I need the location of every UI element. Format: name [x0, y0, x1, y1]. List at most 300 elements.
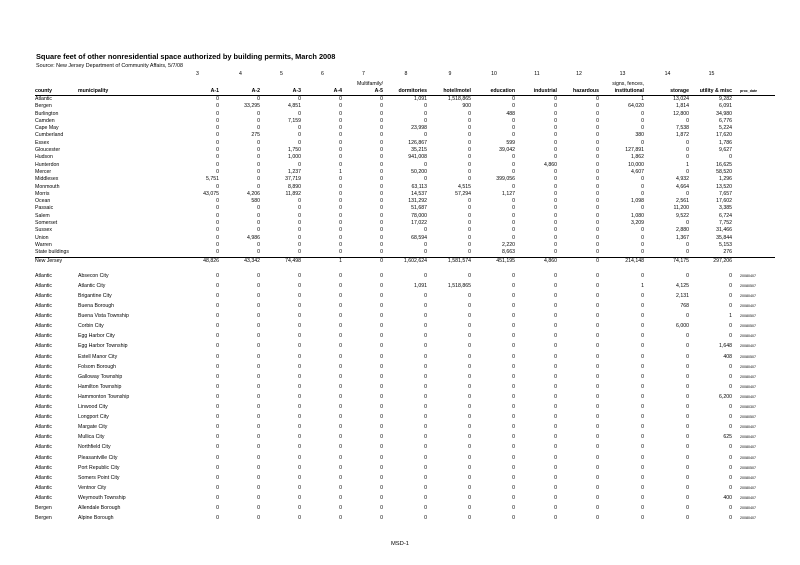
value-cell: 0	[216, 323, 219, 330]
value-cell: 37,719	[285, 176, 301, 183]
county-name: Atlantic	[35, 424, 53, 431]
value-cell: 0	[641, 293, 644, 300]
value-cell: 0	[596, 132, 599, 139]
total-value: 1	[303, 257, 344, 265]
value-cell: 0	[641, 125, 644, 132]
value-cell: 0	[729, 464, 732, 471]
value-cell: 0	[512, 183, 515, 190]
total-value: 1,581,574	[429, 257, 473, 265]
county-name: Hunterdon	[35, 161, 60, 168]
value-cell: 0	[298, 494, 301, 501]
value-cell: 0	[554, 474, 557, 481]
value-cell: 0	[596, 139, 599, 146]
proc-date: 20080407	[740, 455, 756, 460]
value-cell: 0	[468, 205, 471, 212]
value-cell: 0	[468, 132, 471, 139]
value-cell: 0	[216, 249, 219, 256]
value-cell: 31,466	[716, 227, 732, 234]
value-cell: 0	[257, 227, 260, 234]
blank-cell	[734, 125, 775, 132]
value-cell: 1,648	[719, 343, 732, 350]
value-cell: 0	[641, 272, 644, 279]
value-cell: 0	[216, 117, 219, 124]
value-cell: 0	[512, 205, 515, 212]
header-row	[35, 88, 775, 96]
blank-cell	[734, 132, 775, 139]
municipality-row	[35, 382, 775, 392]
value-cell: 0	[216, 198, 219, 205]
value-cell: 0	[468, 249, 471, 256]
value-cell: 0	[554, 96, 557, 102]
value-cell: 0	[257, 454, 260, 461]
county-name: Somerset	[35, 220, 58, 227]
value-cell: 0	[686, 464, 689, 471]
value-cell: 58,520	[716, 168, 732, 175]
value-cell: 0	[257, 464, 260, 471]
blank-cell	[78, 220, 176, 227]
value-cell: 0	[380, 147, 383, 154]
value-cell: 0	[596, 154, 599, 161]
header-top-cell	[646, 78, 691, 88]
value-cell: 0	[380, 323, 383, 330]
value-cell: 0	[380, 96, 383, 102]
value-cell: 0	[257, 353, 260, 360]
value-cell: 6,724	[719, 212, 732, 219]
county-row	[35, 176, 775, 183]
value-cell: 0	[512, 282, 515, 289]
value-cell: 0	[468, 464, 471, 471]
value-cell: 0	[468, 454, 471, 461]
value-cell: 0	[596, 198, 599, 205]
blank-cell	[78, 198, 176, 205]
county-name: Hudson	[35, 154, 53, 161]
county-name: Morris	[35, 190, 50, 197]
column-header: hotel/motel	[429, 88, 473, 96]
value-cell: 0	[512, 234, 515, 241]
value-cell: 0	[596, 125, 599, 132]
blank-cell	[35, 70, 78, 78]
blank-cell	[78, 70, 176, 78]
value-cell: 39,042	[499, 147, 515, 154]
county-name: Bergen	[35, 515, 52, 522]
value-cell: 0	[216, 103, 219, 110]
blank-cell	[78, 242, 176, 249]
value-cell: 0	[554, 363, 557, 370]
value-cell: 0	[512, 132, 515, 139]
value-cell: 0	[596, 234, 599, 241]
value-cell: 0	[729, 454, 732, 461]
value-cell: 3,385	[719, 205, 732, 212]
value-cell: 0	[380, 241, 383, 248]
value-cell: 0	[216, 363, 219, 370]
value-cell: 0	[339, 198, 342, 205]
value-cell: 0	[298, 110, 301, 117]
value-cell: 408	[723, 353, 732, 360]
value-cell: 0	[512, 96, 515, 102]
column-header: proc_date	[734, 88, 775, 96]
value-cell: 0	[339, 333, 342, 340]
value-cell: 0	[554, 241, 557, 248]
value-cell: 0	[596, 212, 599, 219]
value-cell: 1,098	[631, 198, 644, 205]
county-name: Camden	[35, 117, 55, 124]
value-cell: 0	[554, 249, 557, 256]
value-cell: 0	[641, 484, 644, 491]
value-cell: 0	[468, 434, 471, 441]
value-cell: 0	[554, 272, 557, 279]
county-row	[35, 227, 775, 234]
value-cell: 0	[216, 343, 219, 350]
value-cell: 0	[729, 474, 732, 481]
value-cell: 0	[380, 424, 383, 431]
municipality-row	[35, 281, 775, 291]
value-cell: 0	[554, 333, 557, 340]
value-cell: 4,851	[288, 103, 301, 110]
header-top-row	[35, 78, 775, 88]
header-top-cell	[429, 78, 473, 88]
value-cell: 0	[339, 154, 342, 161]
value-cell: 0	[380, 293, 383, 300]
value-cell: 0	[380, 414, 383, 421]
total-value: 451,195	[473, 257, 517, 265]
value-cell: 0	[298, 96, 301, 102]
municipality-row	[35, 463, 775, 473]
value-cell: 0	[596, 220, 599, 227]
value-cell: 0	[468, 220, 471, 227]
value-cell: 0	[380, 333, 383, 340]
value-cell: 1,814	[676, 103, 689, 110]
municipality-row	[35, 331, 775, 341]
value-cell: 0	[424, 494, 427, 501]
value-cell: 1,127	[502, 190, 515, 197]
value-cell: 35,215	[411, 147, 427, 154]
value-cell: 0	[554, 404, 557, 411]
permits-table	[35, 70, 775, 523]
value-cell: 0	[298, 434, 301, 441]
municipality-name: Mullica City	[78, 434, 105, 441]
value-cell: 0	[596, 484, 599, 491]
value-cell: 0	[729, 444, 732, 451]
value-cell: 900	[462, 103, 471, 110]
value-cell: 0	[686, 494, 689, 501]
value-cell: 0	[216, 96, 219, 102]
municipality-row	[35, 362, 775, 372]
value-cell: 16,625	[716, 161, 732, 168]
blank-cell	[734, 257, 775, 265]
county-name: Cape May	[35, 125, 59, 132]
value-cell: 50,200	[411, 168, 427, 175]
value-cell: 0	[339, 272, 342, 279]
value-cell: 0	[298, 414, 301, 421]
value-cell: 0	[596, 147, 599, 154]
value-cell: 0	[298, 303, 301, 310]
header-top-cell	[176, 78, 221, 88]
value-cell: 0	[512, 363, 515, 370]
value-cell: 0	[424, 373, 427, 380]
value-cell: 0	[298, 125, 301, 132]
county-name: Sussex	[35, 227, 53, 234]
blank-cell	[734, 103, 775, 110]
county-row	[35, 140, 775, 147]
value-cell: 0	[554, 444, 557, 451]
value-cell: 4,860	[544, 161, 557, 168]
value-cell: 0	[554, 504, 557, 511]
value-cell: 0	[641, 454, 644, 461]
municipality-name: Linwood City	[78, 404, 108, 411]
municipality-row	[35, 422, 775, 432]
value-cell: 1	[686, 161, 689, 168]
municipality-row	[35, 453, 775, 463]
value-cell: 0	[257, 414, 260, 421]
value-cell: 0	[512, 198, 515, 205]
value-cell: 0	[339, 103, 342, 110]
county-name: Passaic	[35, 205, 54, 212]
value-cell: 0	[257, 474, 260, 481]
value-cell: 0	[216, 234, 219, 241]
county-name: Gloucester	[35, 147, 61, 154]
column-number: 4	[239, 71, 242, 77]
value-cell: 0	[596, 494, 599, 501]
value-cell: 0	[424, 404, 427, 411]
value-cell: 0	[298, 161, 301, 168]
county-name: Ocean	[35, 198, 51, 205]
value-cell: 0	[512, 353, 515, 360]
county-name: Union	[35, 234, 49, 241]
proc-date: 20080507	[740, 324, 756, 329]
value-cell: 17,620	[716, 132, 732, 139]
municipality-row	[35, 503, 775, 513]
municipality-row	[35, 311, 775, 321]
value-cell: 0	[380, 161, 383, 168]
value-cell: 0	[339, 515, 342, 522]
value-cell: 1,000	[288, 154, 301, 161]
value-cell: 0	[468, 117, 471, 124]
value-cell: 0	[686, 515, 689, 522]
value-cell: 64,020	[628, 103, 644, 110]
municipality-name: Alpine Borough	[78, 515, 114, 522]
county-name: Atlantic	[35, 96, 53, 102]
value-cell: 0	[512, 103, 515, 110]
value-cell: 0	[729, 272, 732, 279]
value-cell: 0	[596, 227, 599, 234]
value-cell: 0	[512, 393, 515, 400]
value-cell: 0	[468, 484, 471, 491]
value-cell: 0	[380, 103, 383, 110]
value-cell: 0	[468, 168, 471, 175]
value-cell: 0	[298, 343, 301, 350]
value-cell: 0	[468, 414, 471, 421]
proc-date: 20080407	[740, 485, 756, 490]
municipality-name: Galloway Township	[78, 373, 123, 380]
value-cell: 0	[686, 434, 689, 441]
value-cell: 1,080	[631, 212, 644, 219]
county-name: Atlantic	[35, 323, 53, 330]
value-cell: 0	[424, 110, 427, 117]
value-cell: 0	[380, 154, 383, 161]
value-cell: 0	[424, 227, 427, 234]
value-cell: 0	[596, 168, 599, 175]
value-cell: 0	[257, 444, 260, 451]
value-cell: 0	[298, 474, 301, 481]
value-cell: 0	[512, 424, 515, 431]
county-name: Atlantic	[35, 293, 53, 300]
value-cell: 0	[468, 272, 471, 279]
value-cell: 0	[686, 474, 689, 481]
blank-cell	[734, 78, 775, 88]
value-cell: 33,295	[244, 103, 260, 110]
value-cell: 34,980	[716, 110, 732, 117]
value-cell: 0	[641, 404, 644, 411]
value-cell: 0	[257, 161, 260, 168]
value-cell: 0	[596, 393, 599, 400]
value-cell: 78,000	[411, 212, 427, 219]
value-cell: 0	[298, 313, 301, 320]
municipality-name: Egg Harbor Township	[78, 343, 128, 350]
blank-cell	[78, 103, 176, 110]
county-row	[35, 205, 775, 212]
value-cell: 0	[380, 249, 383, 256]
value-cell: 0	[257, 424, 260, 431]
value-cell: 0	[686, 249, 689, 256]
column-header: institutional	[601, 88, 646, 96]
value-cell: 0	[298, 282, 301, 289]
value-cell: 0	[554, 198, 557, 205]
blank-cell	[734, 96, 775, 104]
value-cell: 0	[298, 404, 301, 411]
value-cell: 0	[468, 404, 471, 411]
value-cell: 4,515	[458, 183, 471, 190]
value-cell: 1,296	[719, 176, 732, 183]
value-cell: 0	[641, 234, 644, 241]
county-row	[35, 118, 775, 125]
value-cell: 0	[596, 404, 599, 411]
value-cell: 0	[596, 161, 599, 168]
county-name: Atlantic	[35, 393, 53, 400]
column-number: 3	[196, 71, 199, 77]
proc-date: 20080307	[740, 405, 756, 410]
county-name: Atlantic	[35, 494, 53, 501]
value-cell: 0	[468, 343, 471, 350]
proc-date: 20080407	[740, 516, 756, 521]
value-cell: 0	[554, 212, 557, 219]
value-cell: 0	[216, 474, 219, 481]
municipality-row	[35, 321, 775, 331]
county-row	[35, 162, 775, 169]
value-cell: 0	[641, 414, 644, 421]
value-cell: 1,862	[631, 154, 644, 161]
value-cell: 9,627	[719, 147, 732, 154]
proc-date: 20080407	[740, 374, 756, 379]
blank-cell	[734, 111, 775, 118]
value-cell: 0	[380, 125, 383, 132]
county-row	[35, 125, 775, 132]
proc-date: 20080407	[740, 294, 756, 299]
value-cell: 0	[729, 363, 732, 370]
value-cell: 0	[554, 313, 557, 320]
value-cell: 13,520	[716, 183, 732, 190]
value-cell: 0	[729, 293, 732, 300]
value-cell: 0	[686, 154, 689, 161]
value-cell: 0	[216, 424, 219, 431]
value-cell: 0	[686, 147, 689, 154]
value-cell: 0	[468, 234, 471, 241]
value-cell: 0	[468, 494, 471, 501]
value-cell: 0	[686, 504, 689, 511]
value-cell: 51,687	[411, 205, 427, 212]
value-cell: 0	[554, 282, 557, 289]
column-number-row	[35, 70, 775, 78]
value-cell: 2,131	[676, 293, 689, 300]
value-cell: 0	[512, 125, 515, 132]
county-name: Atlantic	[35, 343, 53, 350]
blank-cell	[78, 111, 176, 118]
municipality-row	[35, 442, 775, 452]
county-row	[35, 103, 775, 110]
value-cell: 0	[641, 183, 644, 190]
value-cell: 0	[686, 383, 689, 390]
value-cell: 0	[216, 414, 219, 421]
value-cell: 0	[216, 272, 219, 279]
value-cell: 0	[380, 313, 383, 320]
proc-date: 20080507	[740, 415, 756, 420]
value-cell: 0	[512, 272, 515, 279]
value-cell: 0	[257, 363, 260, 370]
value-cell: 0	[380, 183, 383, 190]
value-cell: 0	[468, 363, 471, 370]
value-cell: 0	[380, 494, 383, 501]
blank-cell	[78, 235, 176, 242]
column-header: county	[35, 88, 78, 96]
value-cell: 0	[257, 313, 260, 320]
value-cell: 0	[641, 393, 644, 400]
county-row	[35, 191, 775, 198]
value-cell: 0	[686, 363, 689, 370]
value-cell: 0	[554, 434, 557, 441]
proc-date: 20080407	[740, 505, 756, 510]
value-cell: 0	[257, 168, 260, 175]
value-cell: 0	[257, 125, 260, 132]
blank-cell	[734, 169, 775, 176]
county-name: Atlantic	[35, 373, 53, 380]
total-value: 74,175	[646, 257, 691, 265]
value-cell: 0	[554, 293, 557, 300]
value-cell: 0	[686, 117, 689, 124]
value-cell: 0	[216, 154, 219, 161]
value-cell: 0	[424, 414, 427, 421]
value-cell: 0	[729, 504, 732, 511]
value-cell: 0	[512, 404, 515, 411]
municipality-row	[35, 483, 775, 493]
blank-cell	[78, 96, 176, 104]
county-row	[35, 242, 775, 249]
value-cell: 0	[596, 303, 599, 310]
value-cell: 0	[512, 154, 515, 161]
value-cell: 0	[596, 444, 599, 451]
value-cell: 0	[468, 515, 471, 522]
value-cell: 0	[380, 434, 383, 441]
value-cell: 0	[424, 454, 427, 461]
blank-cell	[78, 249, 176, 257]
value-cell: 0	[257, 383, 260, 390]
value-cell: 0	[339, 474, 342, 481]
header-top-cell: signs, fences,	[612, 81, 644, 87]
value-cell: 0	[641, 424, 644, 431]
value-cell: 0	[424, 313, 427, 320]
value-cell: 0	[468, 353, 471, 360]
value-cell: 0	[424, 474, 427, 481]
municipality-name: Allendale Borough	[78, 504, 121, 511]
value-cell: 0	[380, 272, 383, 279]
